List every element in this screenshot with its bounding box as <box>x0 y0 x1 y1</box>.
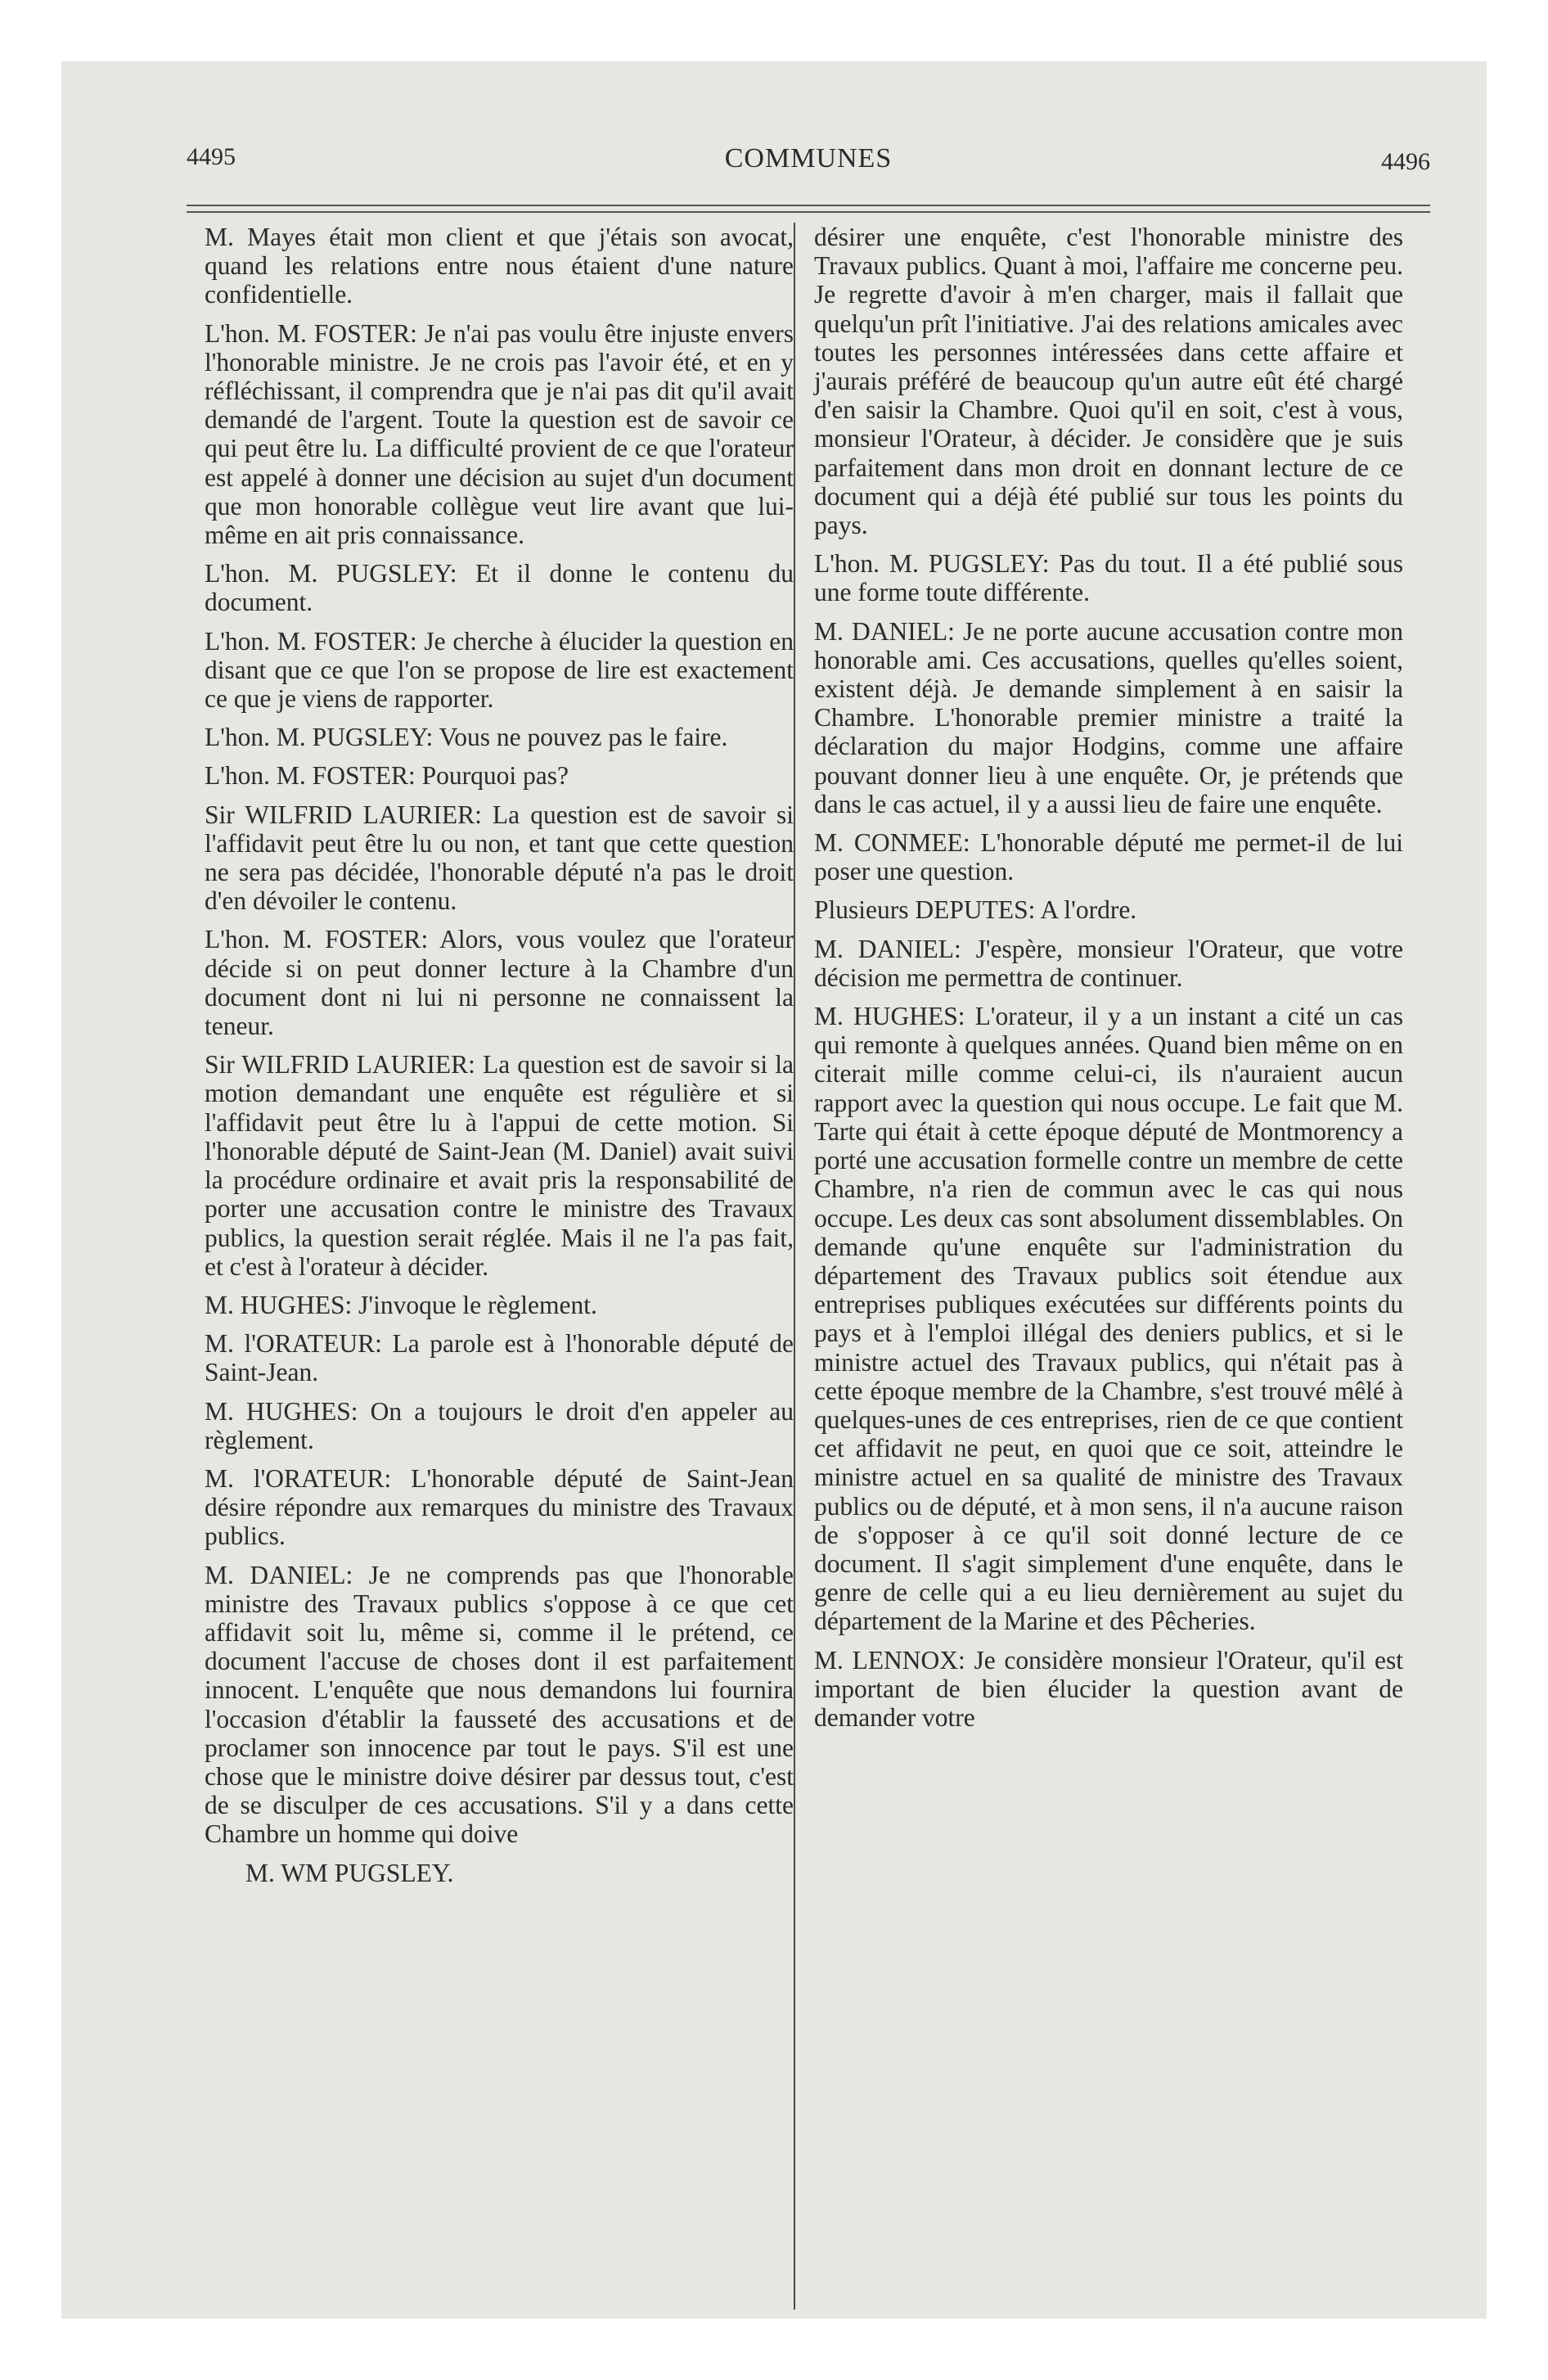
paragraph: M. l'ORATEUR: La parole est à l'honorable député de Saint-Jean. <box>205 1329 794 1387</box>
paragraph: M. DANIEL: Je ne comprends pas que l'honorable ministre des Travaux publics s'oppose à ce que cet affidavit soit lu, même si, comme il le prétend, ce document l'accuse de choses dont il est parfaitement innocent. L'enquête que nous demandons lui fournira l'occasion d'établir la fausseté des accusations et de proclamer son innocence par tout le pays. S'il est une chose que le ministre doive désirer par dessus tout, c'est de se disculper de ces accusations. S'il y a dans cette Chambre un homme qui doive <box>205 1560 794 1849</box>
running-title: COMMUNES <box>724 143 893 174</box>
paragraph: L'hon. M. FOSTER: Je cherche à élucider la question en disant que ce que l'on se propose de lire est exactement ce que je viens de rapporter. <box>205 626 794 714</box>
paragraph: M. LENNOX: Je considère monsieur l'Orateur, qu'il est important de bien élucider la question avant de demander votre <box>814 1645 1403 1732</box>
paragraph: M. HUGHES: On a toujours le droit d'en appeler au règlement. <box>205 1396 794 1454</box>
page-number-left: 4495 <box>187 143 236 170</box>
paragraph: L'hon. M. PUGSLEY: Et il donne le contenu du document. <box>205 559 794 617</box>
paragraph: M. DANIEL: Je ne porte aucune accusation contre mon honorable ami. Ces accusations, quelles qu'elles soient, existent déjà. Je demande simplement à en saisir la Chambre. L'honorable premier ministre a traité la déclaration du major Hodgins, comme une affaire pouvant donner lieu à une enquête. Or, je prétends que dans le cas actuel, il y a aussi lieu de faire une enquête. <box>814 616 1403 818</box>
paragraph: L'hon. M. FOSTER: Je n'ai pas voulu être injuste envers l'honorable ministre. Je ne crois pas l'avoir été, et en y réfléchissant, il comprendra que je n'ai pas dit qu'il avait demandé de l'argent. Toute la question est de savoir ce qui peut être lu. La difficulté provient de ce que l'orateur est appelé à donner une décision au sujet d'un document que mon honorable collègue veut lire avant que lui-même en ait pris connaissance. <box>205 318 794 550</box>
paragraph: M. l'ORATEUR: L'honorable député de Saint-Jean désire répondre aux remarques du ministre des Travaux publics. <box>205 1463 794 1551</box>
paragraph: Sir WILFRID LAURIER: La question est de savoir si la motion demandant une enquête est régulière et si l'affidavit peut être lu à l'appui de cette motion. Si l'honorable député de Saint-Jean (M. Daniel) avait suivi la procédure ordinaire et avait pris la responsabilité de porter une accusation contre le ministre des Travaux publics, la question serait réglée. Mais il ne l'a pas fait, et c'est à l'orateur à décider. <box>205 1050 794 1281</box>
header-rule-top <box>187 205 1430 206</box>
paragraph: Plusieurs DEPUTES: A l'ordre. <box>814 895 1137 925</box>
right-column <box>814 223 1403 1742</box>
paragraph: M. CONMEE: L'honorable député me permet-il de lui poser une question. <box>814 828 1403 886</box>
paragraph: désirer une enquête, c'est l'honorable ministre des Travaux publics. Quant à moi, l'affaire me concerne peu. Je regrette d'avoir à m'en charger, mais il fallait que quelqu'un prît l'initiative. J'ai des relations amicales avec toutes les personnes intéressées dans cette affaire et j'aurais préféré de beaucoup qu'un autre eût été chargé d'en saisir la Chambre. Quoi qu'il en soit, c'est à vous, monsieur l'Orateur, à décider. Je considère que je suis parfaitement dans mon droit en donnant lecture de ce document qui a déjà été publié sur tous les points du pays. <box>814 223 1403 540</box>
paragraph: M. HUGHES: J'invoque le règlement. <box>205 1290 597 1319</box>
page-number-right: 4496 <box>1381 148 1430 175</box>
signature-line: M. WM PUGSLEY. <box>245 1858 454 1887</box>
paragraph: M. Mayes était mon client et que j'étais son avocat, quand les relations entre nous étaient d'une nature confidentielle. <box>205 223 794 309</box>
header-rule-bottom <box>187 211 1430 213</box>
left-column <box>205 223 794 1897</box>
paragraph: M. HUGHES: L'orateur, il y a un instant a cité un cas qui remonte à quelques années. Quand bien même on en citerait mille comme celui-ci, ils n'auraient aucun rapport avec la question qui nous occupe. Le fait que M. Tarte qui était à cette époque député de Montmorency a porté une accusation formelle contre un membre de cette Chambre, n'a rien de commun avec le cas qui nous occupe. Les deux cas sont absolument dissemblables. On demande qu'une enquête sur l'administration du département des Travaux publics soit étendue aux entreprises publiques exécutées sur différents points du pays et à l'emploi illégal des deniers publics, et si le ministre actuel des Travaux publics, qui n'était pas à cette époque membre de la Chambre, s'est trouvé mêlé à quelques-unes de ces entreprises, rien de ce que contient cet affidavit ne peut, en quoi que ce soit, atteindre le ministre actuel en sa qualité de ministre des Travaux publics ou de député, et à mon sens, il n'a aucune raison de s'opposer à ce qu'il soit donné lecture de ce document. Il s'agit simplement d'une enquête, dans le genre de celle qui a eu lieu dernièrement au sujet du département de la Marine et des Pêcheries. <box>814 1002 1403 1636</box>
column-divider <box>794 223 795 2310</box>
paragraph: L'hon. M. PUGSLEY: Pas du tout. Il a été publié sous une forme toute différente. <box>814 549 1403 607</box>
paragraph: Sir WILFRID LAURIER: La question est de savoir si l'affidavit peut être lu ou non, et tant que cette question ne sera pas décidée, l'honorable député n'a pas le droit d'en dévoiler le contenu. <box>205 800 794 916</box>
page-header <box>187 143 1430 184</box>
paragraph: L'hon. M. FOSTER: Pourquoi pas? <box>205 761 569 791</box>
paragraph: M. DANIEL: J'espère, monsieur l'Orateur, que votre décision me permettra de continuer. <box>814 934 1403 992</box>
paragraph: L'hon. M. FOSTER: Alors, vous voulez que l'orateur décide si on peut donner lecture à la Chambre d'un document dont ni lui ni personne ne connaissent la teneur. <box>205 925 794 1041</box>
paragraph: L'hon. M. PUGSLEY: Vous ne pouvez pas le faire. <box>205 723 728 752</box>
